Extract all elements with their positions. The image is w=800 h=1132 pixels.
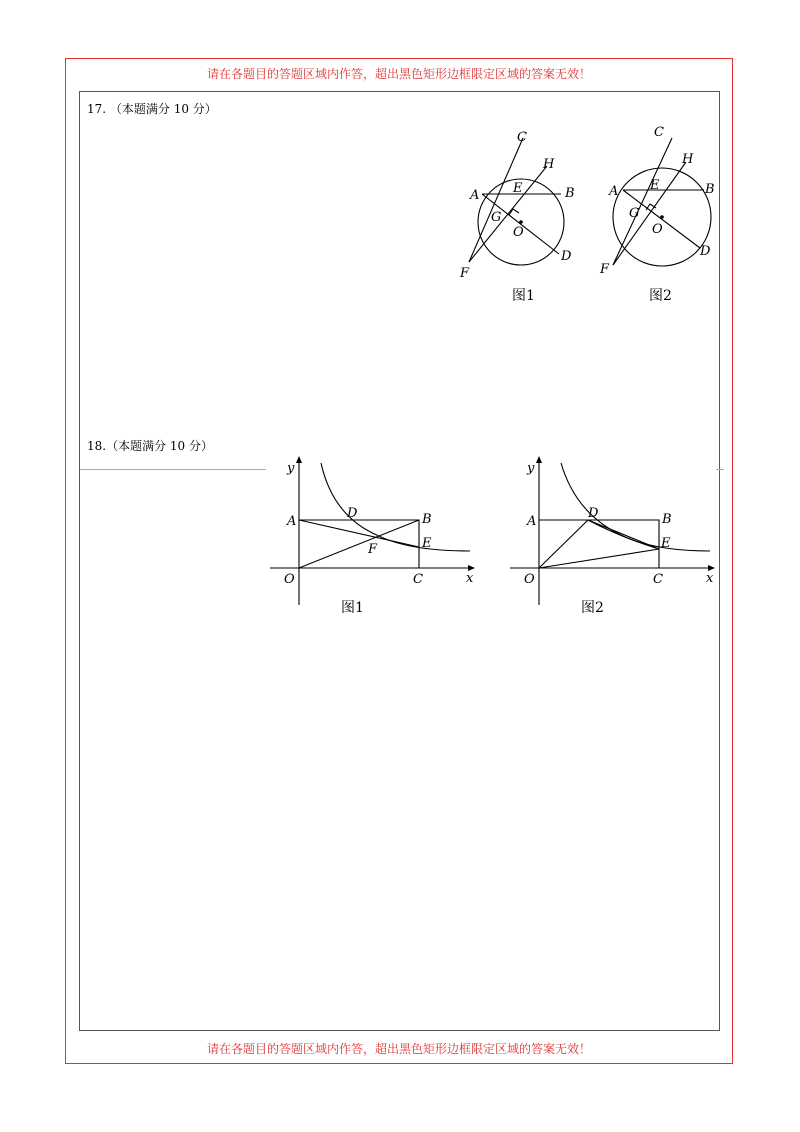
label-h: H <box>543 157 555 172</box>
question-18-title: 18.（本题满分 10 分） <box>87 439 213 453</box>
label-b: B <box>565 186 575 201</box>
hyperbola <box>561 463 710 551</box>
label-x: x <box>466 571 474 586</box>
label-o: O <box>513 225 524 240</box>
label-e: E <box>650 178 660 193</box>
line-cf <box>613 138 672 265</box>
label-b: B <box>422 512 432 527</box>
rectangle-oabc <box>539 520 659 568</box>
label-f: F <box>368 542 378 557</box>
hyperbola <box>321 463 470 551</box>
label-d: D <box>588 506 599 521</box>
label-y: y <box>287 461 295 476</box>
y-arrow <box>296 456 302 463</box>
separator-line-left <box>80 469 266 470</box>
caption: 图2 <box>581 600 604 616</box>
label-a: A <box>287 514 297 529</box>
line-de <box>588 520 659 549</box>
right-angle-mark <box>509 209 519 215</box>
line-od <box>539 520 588 568</box>
line-ae <box>299 520 419 547</box>
label-o: O <box>652 222 663 237</box>
label-a: A <box>609 184 619 199</box>
label-a: A <box>527 514 537 529</box>
label-o: O <box>284 572 295 587</box>
label-c: C <box>654 125 664 140</box>
label-c: C <box>413 572 423 587</box>
label-y: y <box>527 461 535 476</box>
label-e: E <box>513 181 523 196</box>
label-f: F <box>460 266 470 281</box>
caption: 图1 <box>512 288 535 304</box>
center-dot <box>519 220 523 224</box>
question-17-title: 17. （本题满分 10 分） <box>87 102 217 116</box>
label-f: F <box>600 262 610 277</box>
label-x: x <box>706 571 714 586</box>
label-b: B <box>662 512 672 527</box>
label-o: O <box>524 572 535 587</box>
label-c: C <box>653 572 663 587</box>
label-g: G <box>491 210 502 225</box>
label-g: G <box>629 206 640 221</box>
center-dot <box>660 215 664 219</box>
label-d: D <box>347 506 358 521</box>
label-e: E <box>422 536 432 551</box>
label-a: A <box>470 188 480 203</box>
q18-figure-2 <box>505 455 720 620</box>
label-h: H <box>682 152 694 167</box>
label-d: D <box>700 244 711 259</box>
label-d: D <box>561 249 572 264</box>
header-warning: 请在各题目的答题区域内作答，超出黑色矩形边框限定区域的答案无效！ <box>206 67 591 81</box>
caption: 图1 <box>341 600 364 616</box>
y-arrow <box>536 456 542 463</box>
label-b: B <box>705 182 715 197</box>
q17-figure-2 <box>598 120 728 315</box>
label-c: C <box>517 130 527 145</box>
label-e: E <box>661 536 671 551</box>
line-oe <box>539 549 659 568</box>
q17-figure-1 <box>455 120 595 315</box>
q18-figure-1 <box>265 455 480 620</box>
footer-warning: 请在各题目的答题区域内作答，超出黑色矩形边框限定区域的答案无效！ <box>206 1042 591 1056</box>
caption: 图2 <box>649 288 672 304</box>
